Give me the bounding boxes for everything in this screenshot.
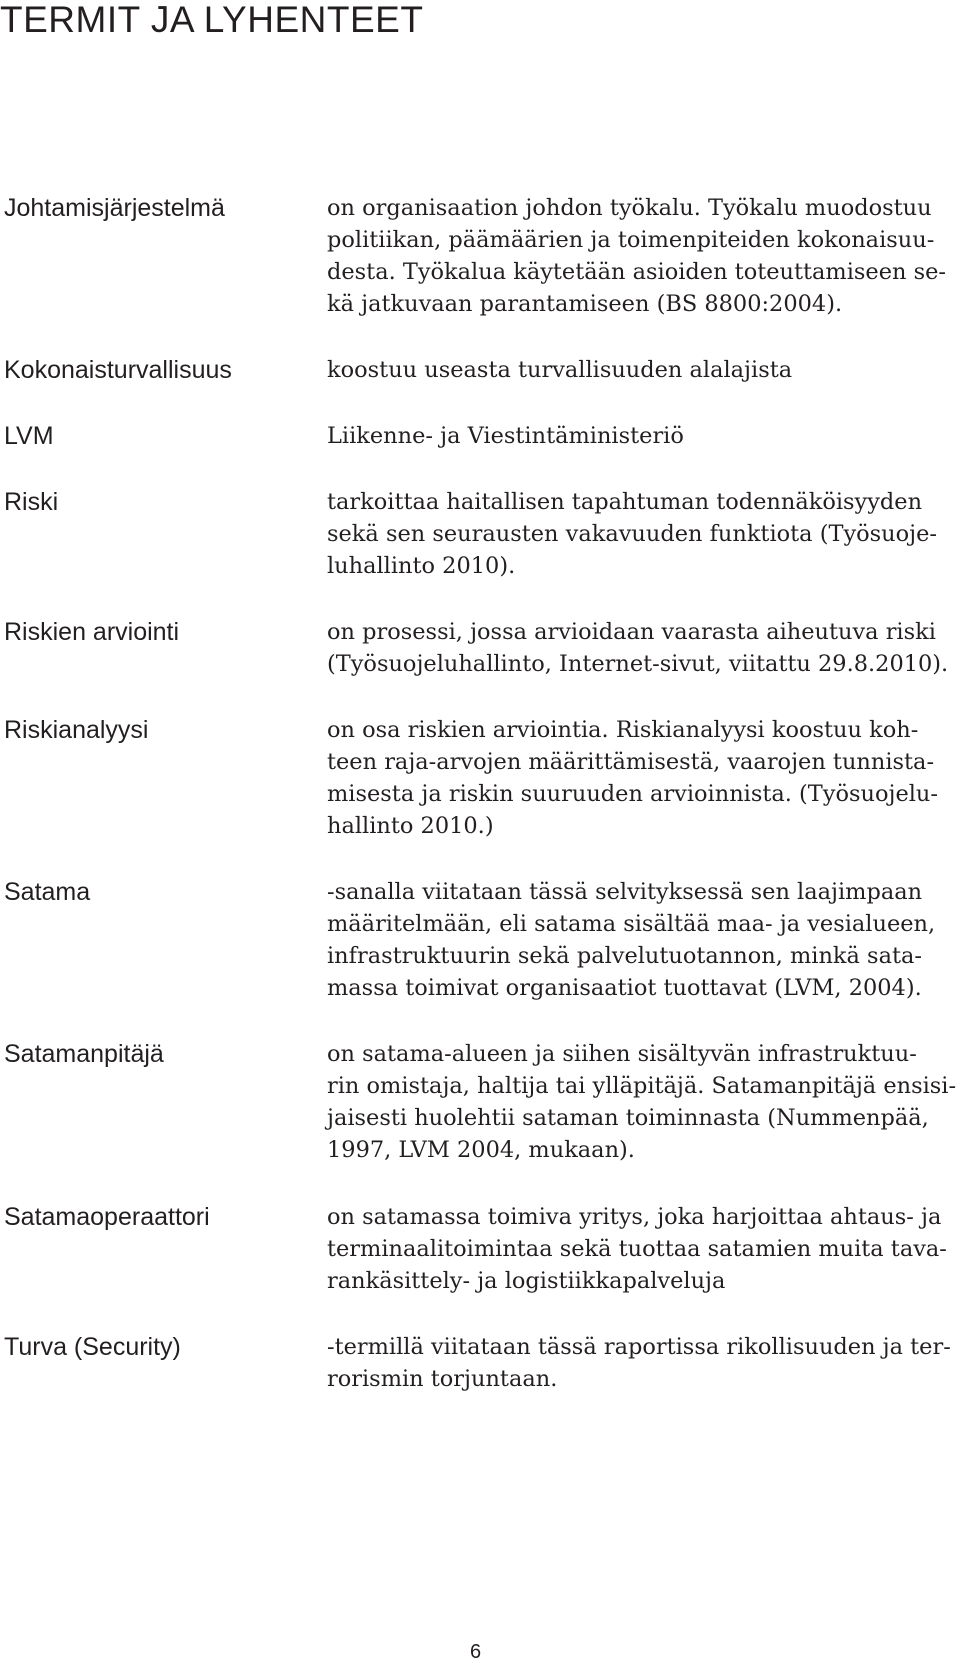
definition-line: rankäsittely- ja logistiikkapalveluja — [327, 1268, 726, 1294]
definition — [327, 1038, 957, 1166]
term-label: Riski — [4, 488, 59, 516]
term-label: Satama — [4, 878, 91, 906]
definition-line: jaisesti huolehtii sataman toiminnasta (Nummenpää, — [327, 1105, 929, 1131]
definition-line: -sanalla viitataan tässä selvityksessä sen laajimpaan — [327, 879, 923, 905]
page-title: TERMIT JA LYHENTEET — [0, 0, 424, 40]
definition-line: on osa riskien arviointia. Riskianalyysi koostuu koh- — [327, 717, 919, 743]
definition-line: 1997, LVM 2004, mukaan). — [327, 1137, 635, 1163]
definition-line: (Työsuojeluhallinto, Internet-sivut, viitattu 29.8.2010). — [327, 651, 949, 677]
definition-line: teen raja-arvojen määrittämisestä, vaarojen tunnista- — [327, 749, 935, 775]
term-label: Riskien arviointi — [4, 618, 180, 646]
definition-line: tarkoittaa haitallisen tapahtuman todennäköisyyden — [327, 489, 923, 515]
definition-line: politiikan, päämäärien ja toimenpiteiden kokonaisuu- — [327, 227, 935, 253]
definition — [327, 354, 957, 386]
definition-line: terminaalitoimintaa sekä tuottaa satamien muita tava- — [327, 1236, 947, 1262]
definition-line: on satama-alueen ja siihen sisältyvän infrastruktuu- — [327, 1041, 917, 1067]
definition-line: määritelmään, eli satama sisältää maa- ja vesialueen, — [327, 911, 936, 937]
page-number: 6 — [470, 1641, 482, 1663]
definition — [327, 616, 957, 680]
definition-line: kä jatkuvaan parantamiseen (BS 8800:2004). — [327, 291, 843, 317]
definition-line: -termillä viitataan tässä raportissa rikollisuuden ja ter- — [327, 1334, 951, 1360]
definition-line: sekä sen seurausten vakavuuden funktiota (Työsuoje- — [327, 521, 937, 547]
term-label: Riskianalyysi — [4, 716, 149, 744]
definition — [327, 714, 957, 842]
term-label: Satamanpitäjä — [4, 1040, 164, 1068]
definition — [327, 1201, 957, 1297]
definition-line: on satamassa toimiva yritys, joka harjoittaa ahtaus- ja — [327, 1204, 942, 1230]
term-label: Johtamisjärjestelmä — [4, 194, 225, 222]
term-label: Kokonaisturvallisuus — [4, 356, 232, 384]
definition-line: misesta ja riskin suuruuden arvioinnista. (Työsuojelu- — [327, 781, 938, 807]
definition-line: koostuu useasta turvallisuuden alalajista — [327, 357, 793, 383]
definition-line: desta. Työkalua käytetään asioiden toteuttamiseen se- — [327, 259, 946, 285]
definition-line: rorismin torjuntaan. — [327, 1366, 558, 1392]
definition — [327, 1331, 957, 1395]
definition-line: infrastruktuurin sekä palvelutuotannon, minkä sata- — [327, 943, 922, 969]
definition-line: Liikenne- ja Viestintäministeriö — [327, 423, 684, 449]
definition — [327, 420, 957, 452]
definition — [327, 876, 957, 1004]
definition — [327, 486, 957, 582]
term-label: Turva (Security) — [4, 1333, 181, 1361]
term-label: LVM — [4, 422, 54, 450]
definition-line: hallinto 2010.) — [327, 813, 494, 839]
term-label: Satamaoperaattori — [4, 1203, 210, 1231]
definition — [327, 192, 957, 320]
definition-line: on prosessi, jossa arvioidaan vaarasta aiheutuva riski — [327, 619, 936, 645]
definition-line: massa toimivat organisaatiot tuottavat (LVM, 2004). — [327, 975, 922, 1001]
definition-line: on organisaation johdon työkalu. Työkalu muodostuu — [327, 195, 932, 221]
definition-line: rin omistaja, haltija tai ylläpitäjä. Satamanpitäjä ensisi- — [327, 1073, 957, 1099]
definition-line: luhallinto 2010). — [327, 553, 516, 579]
